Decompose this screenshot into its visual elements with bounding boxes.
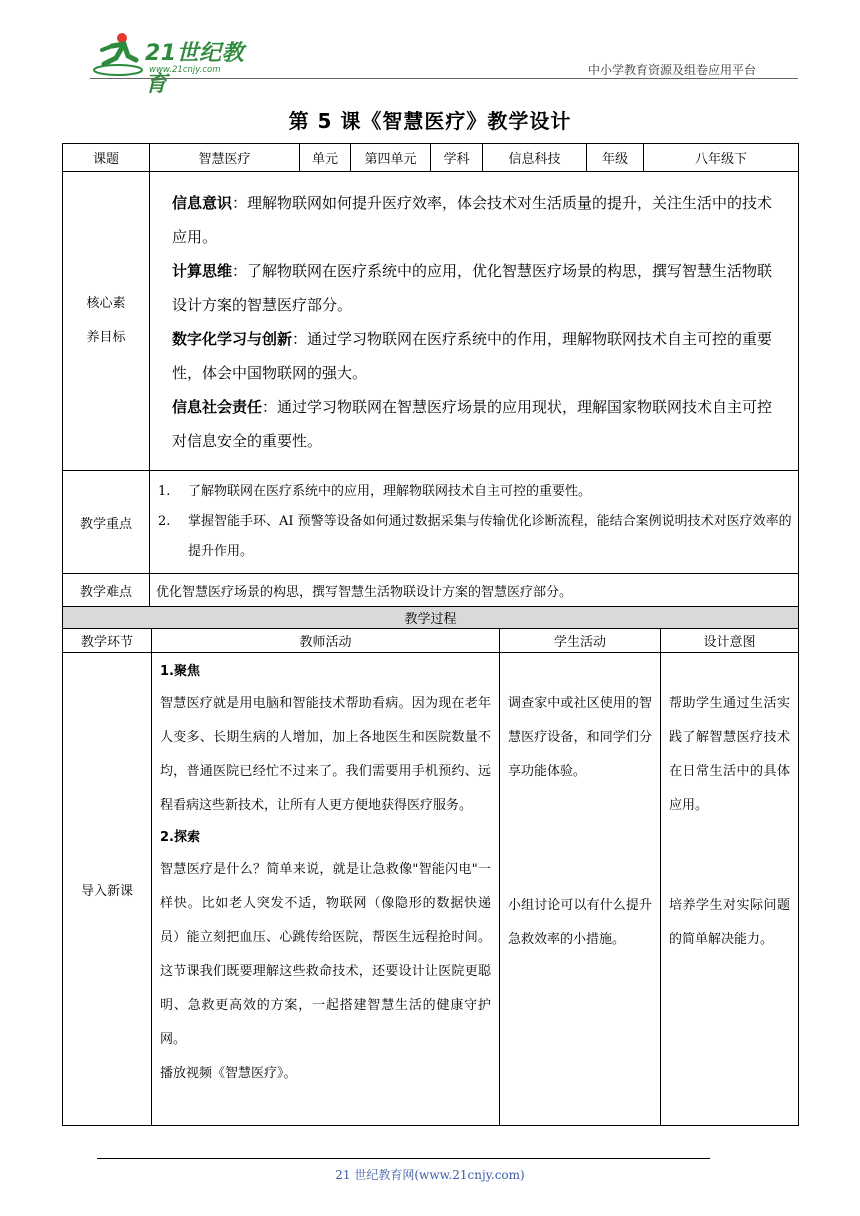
- topic-value: 智慧医疗: [150, 144, 300, 172]
- goals-content: [150, 172, 799, 471]
- process-row: [63, 653, 799, 1126]
- grade-value: 八年级下: [644, 144, 799, 172]
- difficulty-row: [63, 574, 799, 607]
- unit-value: 第四单元: [351, 144, 431, 172]
- unit-label: 单元: [300, 144, 351, 172]
- topic-label: 课题: [63, 144, 150, 172]
- step-explore-title: 2.探索: [160, 830, 200, 845]
- grade-label: 年级: [587, 144, 644, 172]
- stage-label: 导入新课: [63, 653, 152, 1126]
- logo-text: 21世纪教育: [145, 41, 245, 97]
- step-explore-text: 智慧医疗是什么？简单来说，就是让急救像"智能闪电"一样快。比如老人突发不适，物联网（像隐形的数据快递员）能立刻把血压、心跳传给医院，帮医生远程抢时间。这节课我们既要理解这些救命技术，还要设计让医院更聪明、急救更高效的方案，一起搭建智慧生活的健康守护网。: [160, 862, 491, 1047]
- key-points-content: [150, 471, 799, 574]
- footer-link[interactable]: 21 世纪教育网(www.21cnjy.com): [335, 1168, 525, 1182]
- step-focus-title: 1.聚焦: [160, 664, 200, 679]
- process-heading: 教学过程: [63, 607, 799, 629]
- design-intent-2: 培养学生对实际问题的简单解决能力。: [669, 898, 791, 947]
- key-points-label: 教学重点: [63, 471, 150, 574]
- logo-url: www.21cnjy.com: [149, 65, 221, 75]
- subject-value: 信息科技: [483, 144, 587, 172]
- col-stage: 教学环节: [63, 629, 152, 653]
- site-logo[interactable]: [92, 30, 262, 97]
- goal-item: 信息社会责任：通过学习物联网在智慧医疗场景的应用现状，理解国家物联网技术自主可控对信息安全的重要性。: [172, 398, 773, 450]
- col-intent: 设计意图: [661, 629, 799, 653]
- header-divider: [90, 78, 798, 79]
- page-title: 第 5 课《智慧医疗》教学设计: [288, 109, 572, 133]
- platform-name: 中小学教育资源及组卷应用平台: [587, 63, 756, 77]
- subject-label: 学科: [431, 144, 483, 172]
- goal-item: 数字化学习与创新：通过学习物联网在医疗系统中的作用，理解物联网技术自主可控的重要性，体会中国物联网的强大。: [172, 330, 773, 382]
- footer-divider: [97, 1158, 710, 1159]
- goals-row: [63, 172, 799, 471]
- key-point-item: 1. 了解物联网在医疗系统中的应用，理解物联网技术自主可控的重要性。: [158, 484, 592, 499]
- col-student: 学生活动: [500, 629, 661, 653]
- info-row: [63, 144, 799, 172]
- design-intent-1: 帮助学生通过生活实践了解智慧医疗技术在日常生活中的具体应用。: [669, 696, 791, 813]
- video-note: 播放视频《智慧医疗》。: [160, 1066, 297, 1081]
- difficulty-content: 优化智慧医疗场景的构思，撰写智慧生活物联设计方案的智慧医疗部分。: [150, 574, 799, 607]
- key-points-row: [63, 471, 799, 574]
- key-point-item: 2. 掌握智能手环、AI 预警等设备如何通过数据采集与传输优化诊断流程，能结合案例说明技术对医疗效率的提升作用。: [158, 514, 792, 559]
- lesson-plan-table: [62, 143, 799, 607]
- step-focus-text: 智慧医疗就是用电脑和智能技术帮助看病。因为现在老年人变多、长期生病的人增加，加上各地医生和医院数量不均，普通医院已经忙不过来了。我们需要用手机预约、远程看病这些新技术，让所有人更方便地获得医疗服务。: [160, 696, 491, 813]
- student-activity-1: 调查家中或社区使用的智慧医疗设备，和同学们分享功能体验。: [508, 696, 652, 779]
- student-activity-2: 小组讨论可以有什么提升急救效率的小措施。: [508, 898, 652, 947]
- process-table: [62, 606, 799, 1126]
- process-header-row: [63, 629, 799, 653]
- teacher-activity: [152, 653, 500, 1126]
- student-activity: [500, 653, 661, 1126]
- goal-item: 信息意识：理解物联网如何提升医疗效率，体会技术对生活质量的提升，关注生活中的技术应用。: [172, 194, 773, 246]
- design-intent: [661, 653, 799, 1126]
- goal-item: 计算思维：了解物联网在医疗系统中的应用，优化智慧医疗场景的构思，撰写智慧生活物联设计方案的智慧医疗部分。: [172, 262, 773, 314]
- goals-label: 核心素 养目标: [63, 172, 150, 471]
- page-header: [0, 0, 860, 97]
- col-teacher: 教师活动: [152, 629, 500, 653]
- difficulty-label: 教学难点: [63, 574, 150, 607]
- runner-icon: [92, 30, 144, 78]
